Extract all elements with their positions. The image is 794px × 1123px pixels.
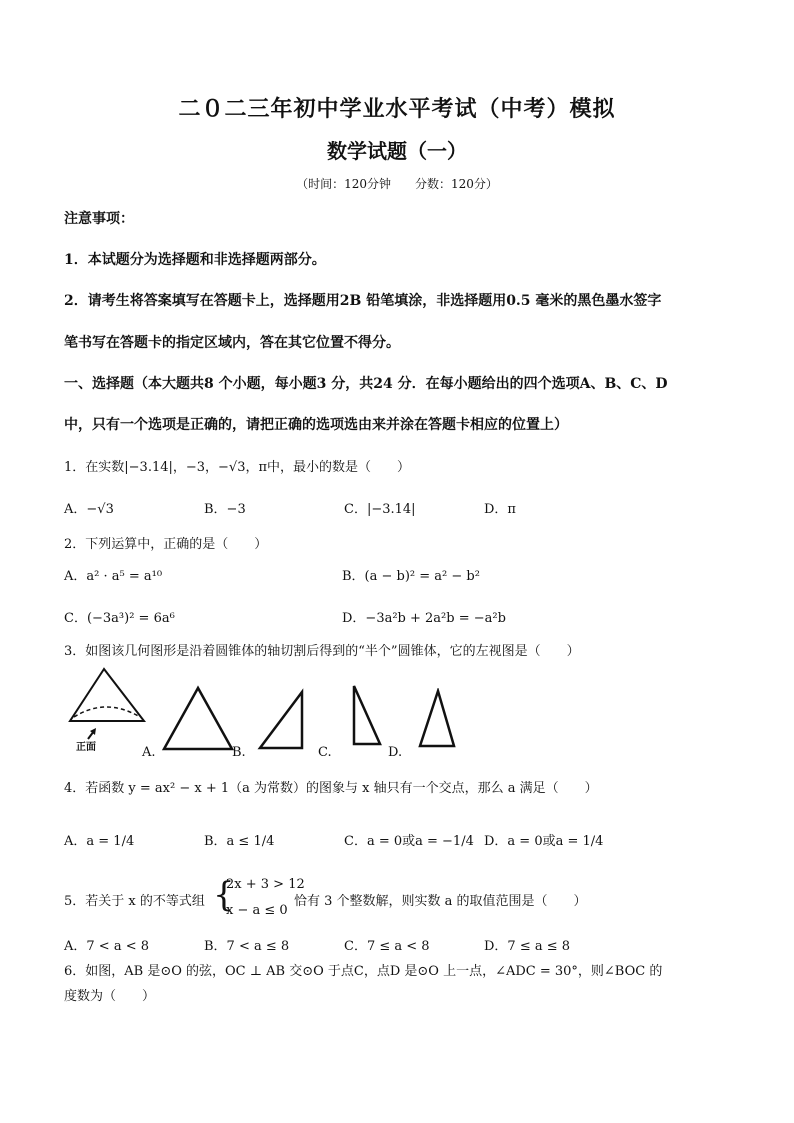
question-3-stem: 3．如图该几何图形是沿着圆锥体的轴切割后得到的“半个”圆锥体，它的左视图是（ ） bbox=[64, 644, 580, 659]
question-4-stem: 4．若函数 y = ax² − x + 1（a 为常数）的图象与 x 轴只有一个交点，那么 a 满足（ ） bbox=[64, 781, 598, 796]
notes-item-1: 1．本试题分为选择题和非选择题两部分。 bbox=[64, 252, 326, 268]
front-view-label: 正面 bbox=[76, 742, 96, 753]
question-5-inequality-1: 2x + 3 > 12 bbox=[226, 877, 305, 892]
option-c-triangle-icon bbox=[346, 682, 386, 748]
notes-item-2-line-2: 笔书写在答题卡的指定区域内，答在其它位置不得分。 bbox=[64, 335, 400, 351]
exam-subtitle: 数学试题（一） bbox=[327, 139, 467, 163]
question-5-option-c: C．7 ≤ a < 8 bbox=[344, 939, 430, 954]
question-5-inequality-2: x − a ≤ 0 bbox=[226, 903, 288, 918]
question-3-option-c-label: C. bbox=[318, 745, 332, 760]
question-5-option-a: A．7 < a < 8 bbox=[64, 939, 149, 954]
question-4-option-b: B．a ≤ 1/4 bbox=[204, 834, 275, 849]
question-5-option-b: B．7 < a ≤ 8 bbox=[204, 939, 290, 954]
question-3-option-b-label: B. bbox=[232, 745, 246, 760]
notes-item-2-line-1: 2．请考生将答案填写在答题卡上，选择题用2B 铅笔填涂，非选择题用0.5 毫米的黑色墨水签字 bbox=[64, 293, 662, 309]
exam-title: 二０二三年初中学业水平考试（中考）模拟 bbox=[178, 96, 616, 122]
question-2-option-b: B．(a − b)² = a² − b² bbox=[342, 569, 480, 584]
question-2-stem: 2．下列运算中，正确的是（ ） bbox=[64, 537, 268, 552]
question-6-stem-line-1: 6．如图，AB 是⊙O 的弦，OC ⊥ AB 交⊙O 于点C，点D 是⊙O 上一点，∠ADC = 30°，则∠BOC 的 bbox=[64, 964, 663, 979]
system-brace: { bbox=[213, 875, 235, 915]
question-4-option-c: C．a = 0或a = −1/4 bbox=[344, 834, 474, 849]
question-2-option-c: C．(−3a³)² = 6a⁶ bbox=[64, 611, 175, 626]
question-5-stem-post: 恰有 3 个整数解，则实数 a 的取值范围是（ ） bbox=[294, 894, 587, 909]
question-1-option-c: C．|−3.14| bbox=[344, 502, 416, 517]
option-a-triangle-icon bbox=[160, 685, 240, 753]
question-6-stem-line-2: 度数为（ ） bbox=[64, 989, 156, 1004]
question-4-option-d: D．a = 0或a = 1/4 bbox=[484, 834, 604, 849]
question-1-option-b: B．−3 bbox=[204, 502, 246, 517]
option-b-triangle-icon bbox=[254, 688, 310, 752]
question-2-option-a: A．a² · a⁵ = a¹⁰ bbox=[64, 569, 163, 584]
question-3-option-d-label: D. bbox=[388, 745, 403, 760]
notes-heading: 注意事项： bbox=[64, 211, 134, 227]
question-2-option-d: D．−3a²b + 2a²b = −a²b bbox=[342, 611, 506, 626]
option-d-triangle-icon bbox=[416, 688, 458, 750]
question-5-stem-pre: 5．若关于 x 的不等式组 bbox=[64, 894, 205, 909]
section-1-instruction-line-2: 中，只有一个选项是正确的，请把正确的选项选由来并涂在答题卡相应的位置上） bbox=[64, 417, 568, 433]
question-4-option-a: A．a = 1/4 bbox=[64, 834, 135, 849]
question-1-option-a: A．−√3 bbox=[64, 502, 114, 517]
question-3-option-a-label: A. bbox=[142, 745, 156, 760]
time-info: （时间：120分钟 分数：120分） bbox=[296, 177, 498, 191]
section-1-instruction-line-1: 一、选择题（本大题共8 个小题，每小题3 分，共24 分．在每小题给出的四个选项A、B、C、D bbox=[64, 376, 668, 392]
question-1-option-d: D．π bbox=[484, 502, 516, 517]
question-5-option-d: D．7 ≤ a ≤ 8 bbox=[484, 939, 571, 954]
question-1-stem: 1．在实数|−3.14|，−3，−√3，π中，最小的数是（ ） bbox=[64, 460, 411, 475]
